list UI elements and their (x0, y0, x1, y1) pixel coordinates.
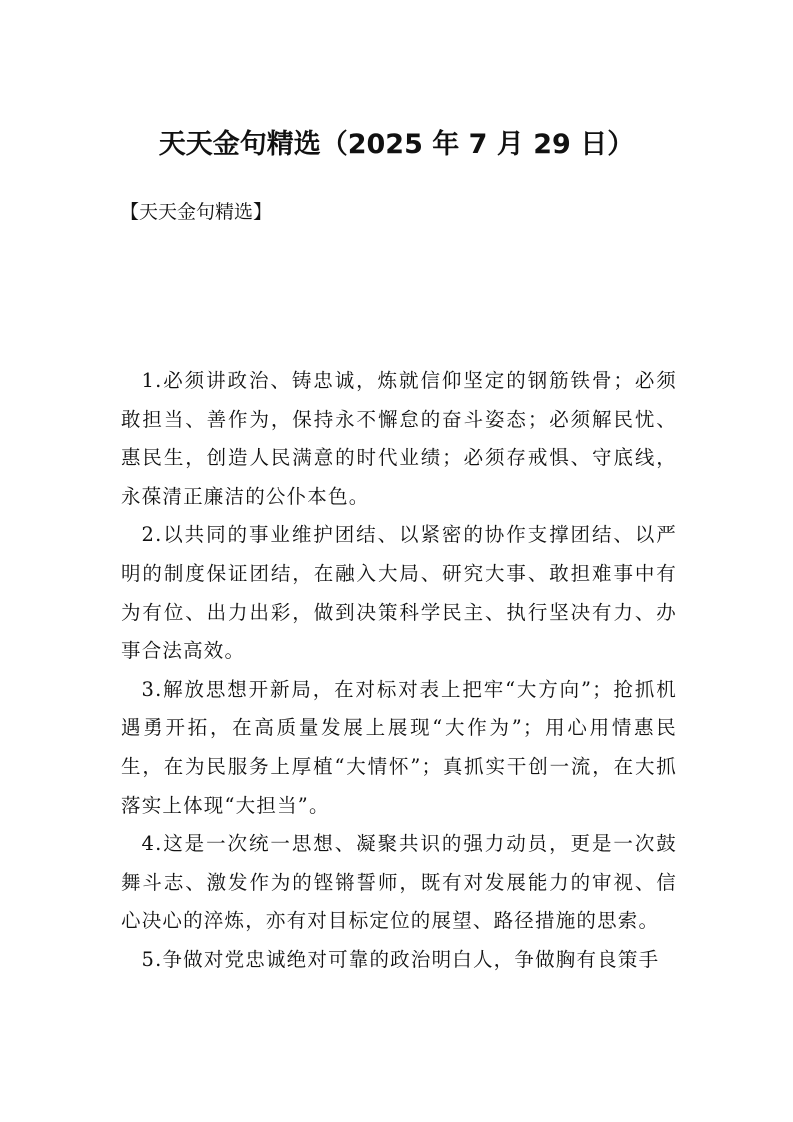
paragraph-2: 2.以共同的事业维护团结、以紧密的协作支撑团结、以严明的制度保证团结，在融入大局、研究大事、敢担难事中有为有位、出力出彩，做到决策科学民主、执行坚决有力、办事合法高效。 (121, 523, 677, 663)
paragraph-5: 5.争做对党忠诚绝对可靠的政治明白人，争做胸有良策手 (141, 947, 660, 971)
paragraph-3: 3.解放思想开新局，在对标对表上把牢“大方向”；抢抓机遇勇开拓，在高质量发展上展现“大作为”；用心用情惠民生，在为民服务上厚植“大情怀”；真抓实干创一流，在大抓落实上体现“大担当”。 (121, 677, 677, 817)
document-body (121, 362, 677, 980)
section-label: 【天天金句精选】 (120, 201, 273, 223)
document-title: 天天金句精选（2025 年 7 月 29 日） (158, 129, 635, 160)
paragraph-1: 1.必须讲政治、铸忠诚，炼就信仰坚定的钢筋铁骨；必须敢担当、善作为，保持永不懈怠的奋斗姿态；必须解民忧、惠民生，创造人民满意的时代业绩；必须存戒惧、守底线，永葆清正廉洁的公仆本色。 (121, 369, 677, 508)
paragraph-4: 4.这是一次统一思想、凝聚共识的强力动员，更是一次鼓舞斗志、激发作为的铿锵誓师，既有对发展能力的审视、信心决心的淬炼，亦有对目标定位的展望、路径措施的思索。 (121, 832, 677, 933)
